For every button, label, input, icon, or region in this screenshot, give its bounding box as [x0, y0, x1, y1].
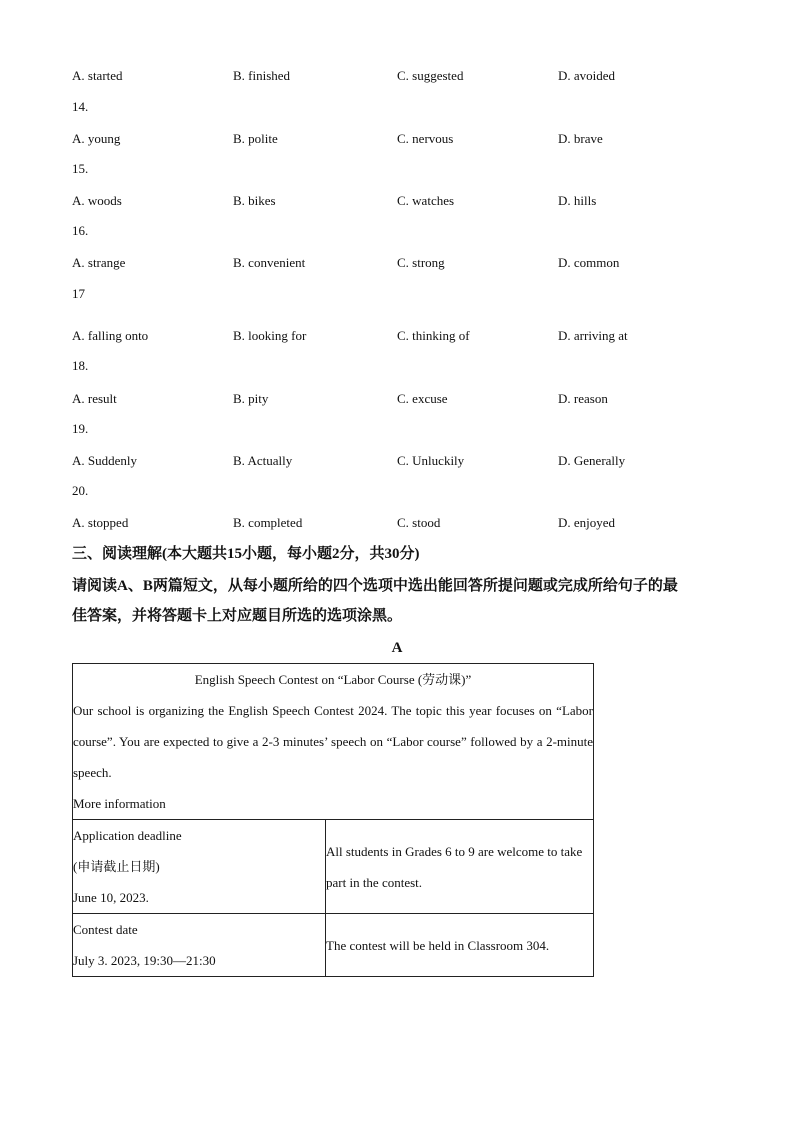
option-b: B. Actually [233, 453, 293, 468]
option-c: C. excuse [397, 391, 448, 406]
option-a: A. young [72, 131, 121, 146]
option-b: B. pity [233, 391, 269, 406]
location-cell [326, 914, 594, 977]
contest-date-cell [73, 914, 326, 977]
passage-label: A [391, 640, 403, 656]
question-18-number: 18. [72, 358, 89, 373]
notice-title: English Speech Contest on “Labor Course (劳动课)” [194, 672, 472, 687]
question-14-options [0, 128, 794, 150]
question-16-number: 16. [72, 223, 89, 238]
question-17-number: 17 [72, 286, 85, 301]
option-d: D. hills [558, 193, 597, 208]
notice-intro-row [73, 664, 594, 820]
option-d: D. reason [558, 391, 608, 406]
option-d: D. enjoyed [558, 515, 616, 530]
notice-intro-cell [73, 664, 594, 820]
section-instruction-line-2: 佳答案，并将答题卡上对应题目所选的选项涂黑。 [72, 608, 403, 624]
question-18-options [0, 388, 794, 410]
question-15-options [0, 190, 794, 212]
deadline-label: Application deadline [73, 828, 182, 843]
section-instruction-line-1: 请阅读A、B两篇短文，从每小题所给的四个选项中选出能回答所提问题或完成所给句子的最 [72, 578, 678, 594]
deadline-label-cn: (申请截止日期) [73, 859, 160, 874]
option-a: A. woods [72, 193, 122, 208]
question-20-options [0, 512, 794, 534]
option-b: B. finished [233, 68, 291, 83]
option-d: D. common [558, 255, 620, 270]
option-b: B. completed [233, 515, 303, 530]
question-19-number: 19. [72, 421, 89, 436]
option-c: C. nervous [397, 131, 454, 146]
option-c: C. thinking of [397, 328, 470, 343]
notice-date-row [73, 914, 594, 977]
option-d: D. arriving at [558, 328, 628, 343]
option-a: A. stopped [72, 515, 129, 530]
section-heading: 三、阅读理解(本大题共15小题，每小题2分，共30分) [72, 546, 420, 562]
option-c: C. suggested [397, 68, 464, 83]
notice-body: Our school is organizing the English Speech Contest 2024. The topic this year focuses on “Labor course”. You are expected to give a 2-3 minutes’ speech on “Labor course” followed by a 2-minute speech. [73, 703, 593, 780]
question-15-number: 15. [72, 161, 89, 176]
option-b: B. polite [233, 131, 278, 146]
option-a: A. started [72, 68, 123, 83]
option-c: C. stood [397, 515, 441, 530]
option-a: A. result [72, 391, 117, 406]
option-c: C. strong [397, 255, 445, 270]
eligibility-cell [326, 820, 594, 914]
option-a: A. strange [72, 255, 126, 270]
eligibility-text: All students in Grades 6 to 9 are welcome to take part in the contest. [326, 843, 583, 890]
location-text: The contest will be held in Classroom 304. [326, 937, 550, 953]
question-16-options [0, 252, 794, 274]
question-19-options [0, 450, 794, 472]
option-a: A. falling onto [72, 328, 149, 343]
deadline-cell [73, 820, 326, 914]
option-b: B. bikes [233, 193, 276, 208]
question-14-number: 14. [72, 99, 89, 114]
notice-deadline-row [73, 820, 594, 914]
option-d: D. Generally [558, 453, 626, 468]
contest-date-label: Contest date [73, 922, 138, 937]
option-a: A. Suddenly [72, 453, 137, 468]
option-b: B. convenient [233, 255, 306, 270]
deadline-date: June 10, 2023. [73, 890, 149, 905]
contest-date-value: July 3. 2023, 19:30—21:30 [73, 953, 216, 968]
question-13-options [0, 65, 794, 87]
contest-notice-table [72, 663, 594, 977]
more-information-label: More information [73, 796, 166, 811]
question-20-number: 20. [72, 483, 89, 498]
option-b: B. looking for [233, 328, 307, 343]
option-d: D. brave [558, 131, 603, 146]
option-c: C. Unluckily [397, 453, 465, 468]
option-d: D. avoided [558, 68, 616, 83]
option-c: C. watches [397, 193, 455, 208]
question-17-options [0, 325, 794, 347]
